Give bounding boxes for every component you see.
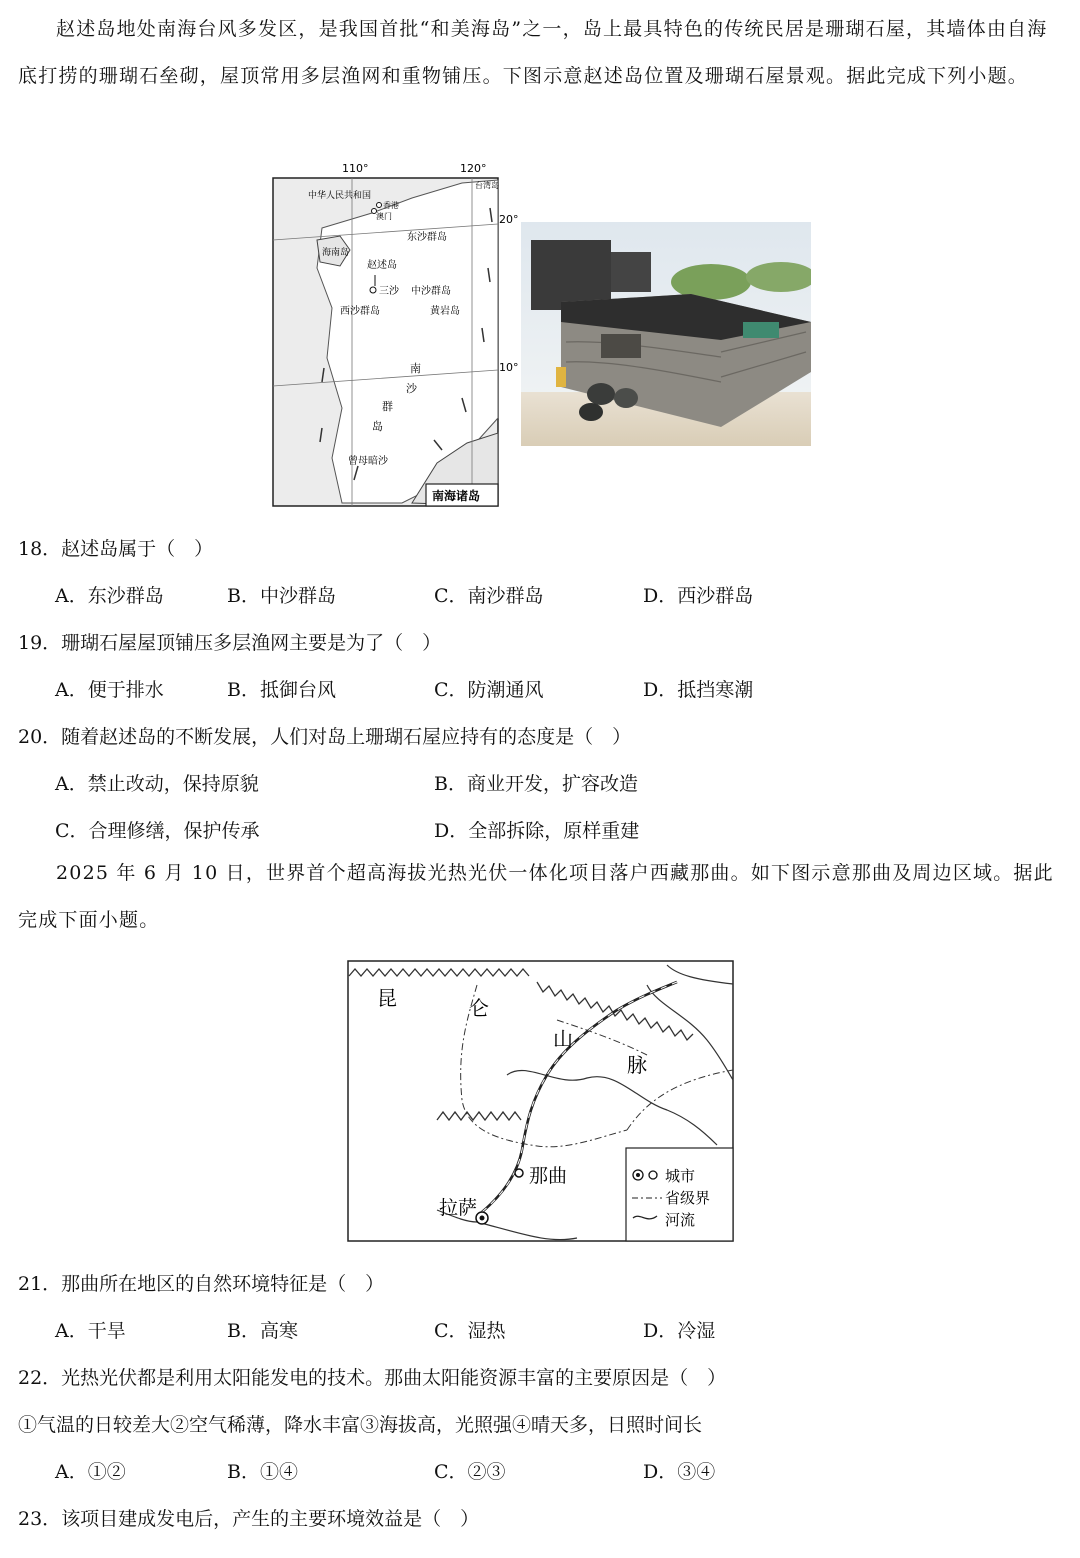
q19-option-b: B．抵御台风: [227, 679, 336, 701]
zengmu-label: 曾母暗沙: [348, 456, 388, 467]
taiwan-label: 台湾岛: [475, 181, 499, 190]
naqu-region-map: [347, 960, 735, 1244]
q22-option-c: C．②③: [434, 1461, 506, 1483]
zhaoshu-label: 赵述岛: [367, 260, 397, 271]
q21-option-a: A．干旱: [55, 1320, 126, 1342]
kunlun-char-mai: 脉: [627, 1053, 647, 1077]
lon-120-label: 120°: [460, 162, 487, 175]
hainan-label: 海南岛: [322, 248, 350, 258]
hongkong-label: 香港: [383, 201, 399, 210]
lon-110-label: 110°: [342, 162, 369, 175]
dongsha-label: 东沙群岛: [407, 232, 447, 243]
question-18: 18．赵述岛属于（ ）: [18, 538, 214, 560]
sansha-label: 三沙: [379, 286, 399, 297]
legend-river-label: 河流: [665, 1211, 696, 1229]
legend-city-label: 城市: [665, 1167, 696, 1185]
kunlun-char-shan: 山: [553, 1027, 573, 1051]
q21-option-b: B．高寒: [227, 1320, 298, 1342]
passage-2: 2025 年 6 月 10 日，世界首个超高海拔光热光伏一体化项目落户西藏那曲。如下图示意那曲及周边区域。据此完成下面小题。: [18, 862, 1054, 931]
question-21: 21．那曲所在地区的自然环境特征是（ ）: [18, 1273, 385, 1295]
q20-option-b: B．商业开发，扩容改造: [434, 773, 638, 795]
inset-label: 南海诸岛: [432, 489, 481, 503]
q18-option-b: B．中沙群岛: [227, 585, 336, 607]
q18-option-a: A．东沙群岛: [55, 585, 164, 607]
xisha-label: 西沙群岛: [340, 306, 380, 317]
lat-10-label: 10°: [499, 361, 519, 374]
zhongsha-label: 中沙群岛: [411, 286, 451, 297]
q21-option-c: C．湿热: [434, 1320, 506, 1342]
q22-statements: ①气温的日较差大②空气稀薄，降水丰富③海拔高，光照强④晴天多，日照时间长: [18, 1414, 703, 1436]
q19-option-a: A．便于排水: [55, 679, 164, 701]
q18-option-c: C．南沙群岛: [434, 585, 544, 607]
q22-option-d: D．③④: [643, 1461, 716, 1483]
nansha-char-4: 岛: [372, 420, 383, 433]
naqu-label: 那曲: [529, 1165, 568, 1187]
question-22: 22．光热光伏都是利用太阳能发电的技术。那曲太阳能资源丰富的主要原因是（ ）: [18, 1367, 727, 1389]
nansha-char-1: 南: [410, 362, 421, 375]
q22-option-b: B．①④: [227, 1461, 298, 1483]
huangyan-label: 黄岩岛: [430, 306, 460, 317]
q18-option-d: D．西沙群岛: [643, 585, 754, 607]
nansha-char-3: 群: [382, 400, 393, 413]
q21-option-d: D．冷湿: [643, 1320, 716, 1342]
lhasa-label: 拉萨: [439, 1197, 478, 1219]
q20-option-d: D．全部拆除，原样重建: [434, 820, 640, 842]
china-label: 中华人民共和国: [308, 191, 372, 201]
passage-1: 赵述岛地处南海台风多发区，是我国首批“和美海岛”之一，岛上最具特色的传统民居是珊瑚石屋，其墙体由自海底打捞的珊瑚石垒砌，屋顶常用多层渔网和重物铺压。下图示意赵述岛位置及珊瑚石屋景观。据此完成下列小题。: [18, 18, 1048, 87]
q19-option-c: C．防潮通风: [434, 679, 544, 701]
coral-stone-house-photo: [521, 222, 811, 446]
q22-option-a: A．①②: [55, 1461, 126, 1483]
question-23: 23．该项目建成发电后，产生的主要环境效益是（ ）: [18, 1508, 480, 1530]
macau-label: 澳门: [376, 212, 392, 221]
q19-option-d: D．抵挡寒潮: [643, 679, 754, 701]
kunlun-char-lun: 仑: [469, 996, 489, 1020]
lat-20-label: 20°: [499, 213, 519, 226]
legend-border-label: 省级界: [665, 1189, 711, 1207]
nansha-char-2: 沙: [406, 382, 417, 395]
q20-option-c: C．合理修缮，保护传承: [55, 820, 260, 842]
kunlun-char-kun: 昆: [377, 986, 397, 1010]
question-19: 19．珊瑚石屋屋顶铺压多层渔网主要是为了（ ）: [18, 632, 442, 654]
q20-option-a: A．禁止改动，保持原貌: [55, 773, 259, 795]
south-china-sea-map: [262, 158, 522, 510]
question-20: 20．随着赵述岛的不断发展，人们对岛上珊瑚石屋应持有的态度是（ ）: [18, 726, 632, 748]
